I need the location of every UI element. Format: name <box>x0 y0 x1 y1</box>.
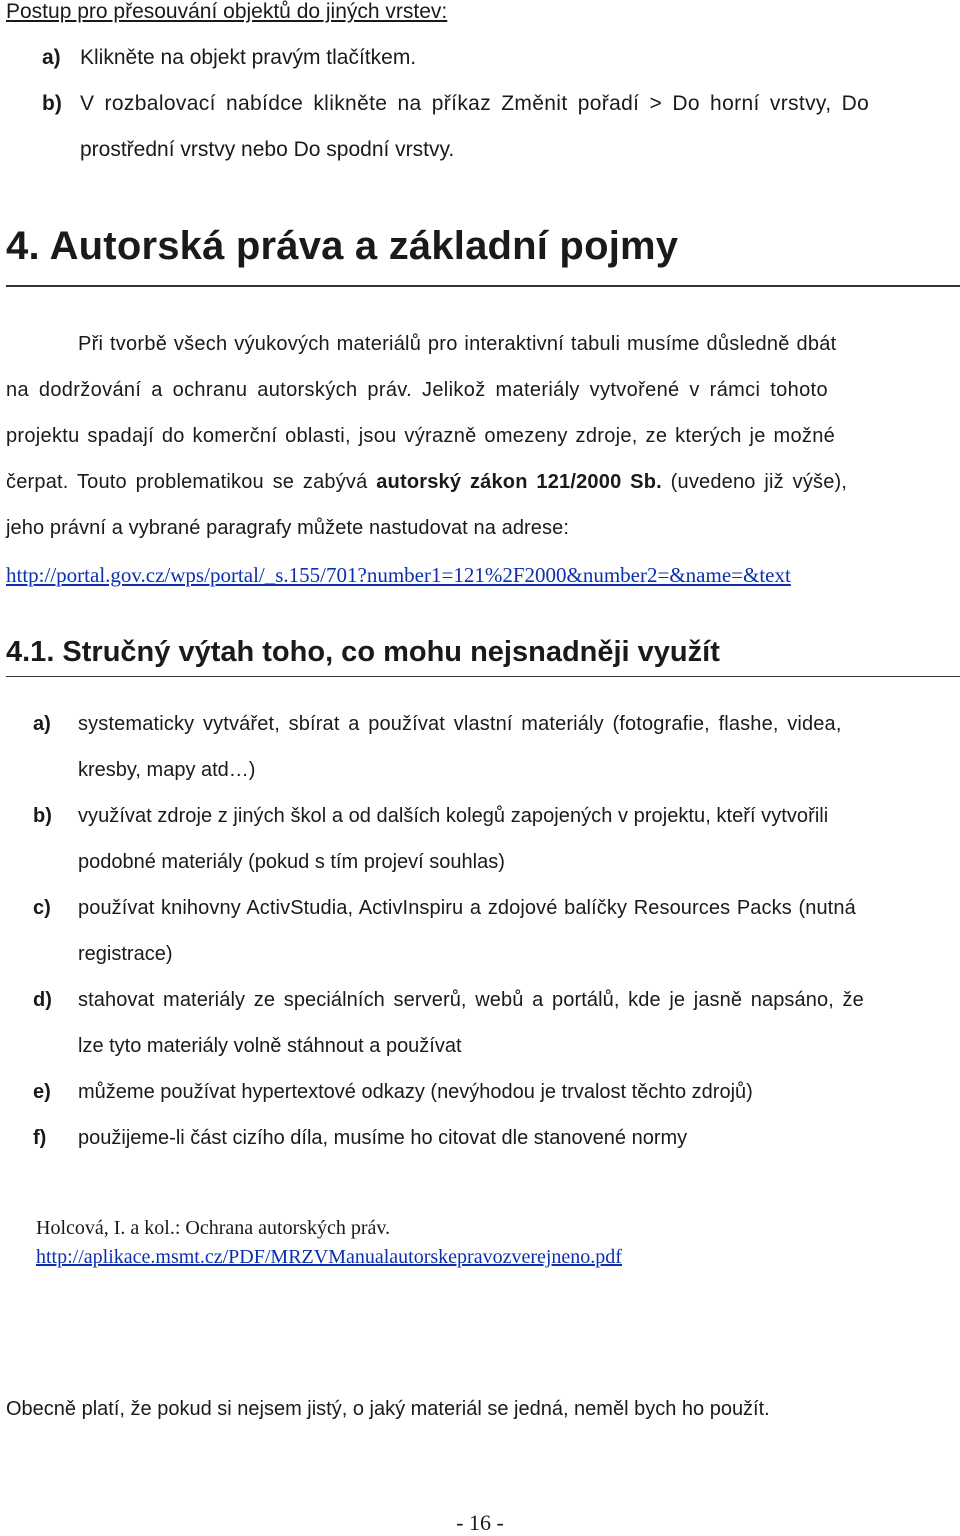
paragraph-line: Při tvorbě všech výukových materiálů pro interaktivní tabuli musíme důsledně dbát <box>78 333 837 355</box>
list-item: podobné materiály (pokud s tím projeví souhlas) <box>78 851 505 873</box>
list-item: systematicky vytvářet, sbírat a používat vlastní materiály (fotografie, flashe, videa, <box>78 713 842 735</box>
paragraph-line <box>6 471 847 494</box>
list-marker: e) <box>33 1081 51 1103</box>
step-text: prostřední vrstvy nebo Do spodní vrstvy. <box>80 138 455 161</box>
list-marker: f) <box>33 1127 47 1149</box>
intro-steps <box>0 0 960 170</box>
paragraph-text: (uvedeno již výše), <box>661 471 848 493</box>
list-item: použijeme-li část cizího díla, musíme ho citovat dle stanovené normy <box>78 1127 688 1149</box>
list-item: stahovat materiály ze speciálních serverů, webů a portálů, kde je jasně napsáno, že <box>78 989 864 1011</box>
paragraph-line: jeho právní a vybrané paragrafy můžete nastudovat na adrese: <box>6 517 570 539</box>
portal-link[interactable]: http://portal.gov.cz/wps/portal/_s.155/701?number1=121%2F2000&number2=&name=&text <box>6 563 791 587</box>
citation: Holcová, I. a kol.: Ochrana autorských práv. <box>36 1217 391 1239</box>
paragraph-line: na dodržování a ochranu autorských práv. Jelikož materiály vytvořené v rámci tohoto <box>6 379 828 401</box>
list-item: registrace) <box>78 943 173 965</box>
list-marker: a) <box>33 713 51 735</box>
step-text: V rozbalovací nabídce klikněte na příkaz Změnit pořadí > Do horní vrstvy, Do <box>80 92 870 115</box>
list-item: využívat zdroje z jiných škol a od dalších kolegů zapojených v projektu, kteří vytvořili <box>78 805 829 827</box>
step-marker: a) <box>42 46 61 69</box>
step-text: Klikněte na objekt pravým tlačítkem. <box>80 46 417 69</box>
heading-rule <box>6 285 960 287</box>
page-number: - 16 - <box>456 1510 504 1535</box>
list-item: kresby, mapy atd…) <box>78 759 256 781</box>
closing-note: Obecně platí, že pokud si nejsem jistý, o jaký materiál se jedná, neměl bych ho použít. <box>6 1398 770 1420</box>
list-marker: c) <box>33 897 51 919</box>
list-item: používat knihovny ActivStudia, ActivInspiru a zdojové balíčky Resources Packs (nutná <box>78 897 856 919</box>
paragraph-line: projektu spadají do komerční oblasti, jsou výrazně omezeny zdroje, ze kterých je možné <box>6 425 836 447</box>
list-marker: b) <box>33 805 52 827</box>
list-item: lze tyto materiály volně stáhnout a používat <box>78 1035 462 1057</box>
list-item: můžeme používat hypertextové odkazy (nevýhodou je trvalost těchto zdrojů) <box>78 1081 753 1103</box>
manual-link[interactable]: http://aplikace.msmt.cz/PDF/MRZVManualautorskepravozverejneno.pdf <box>36 1246 622 1268</box>
list-marker: d) <box>33 989 52 1011</box>
heading-rule <box>6 676 960 677</box>
subsection-heading: 4.1. Stručný výtah toho, co mohu nejsnadněji využít <box>6 636 720 668</box>
section-heading: 4. Autorská práva a základní pojmy <box>6 224 679 268</box>
step-marker: b) <box>42 92 62 115</box>
law-reference: autorský zákon 121/2000 Sb. <box>376 471 662 493</box>
intro-title: Postup pro přesouvání objektů do jiných vrstev: <box>6 0 448 23</box>
paragraph-text: čerpat. Touto problematikou se zabývá <box>6 471 377 493</box>
